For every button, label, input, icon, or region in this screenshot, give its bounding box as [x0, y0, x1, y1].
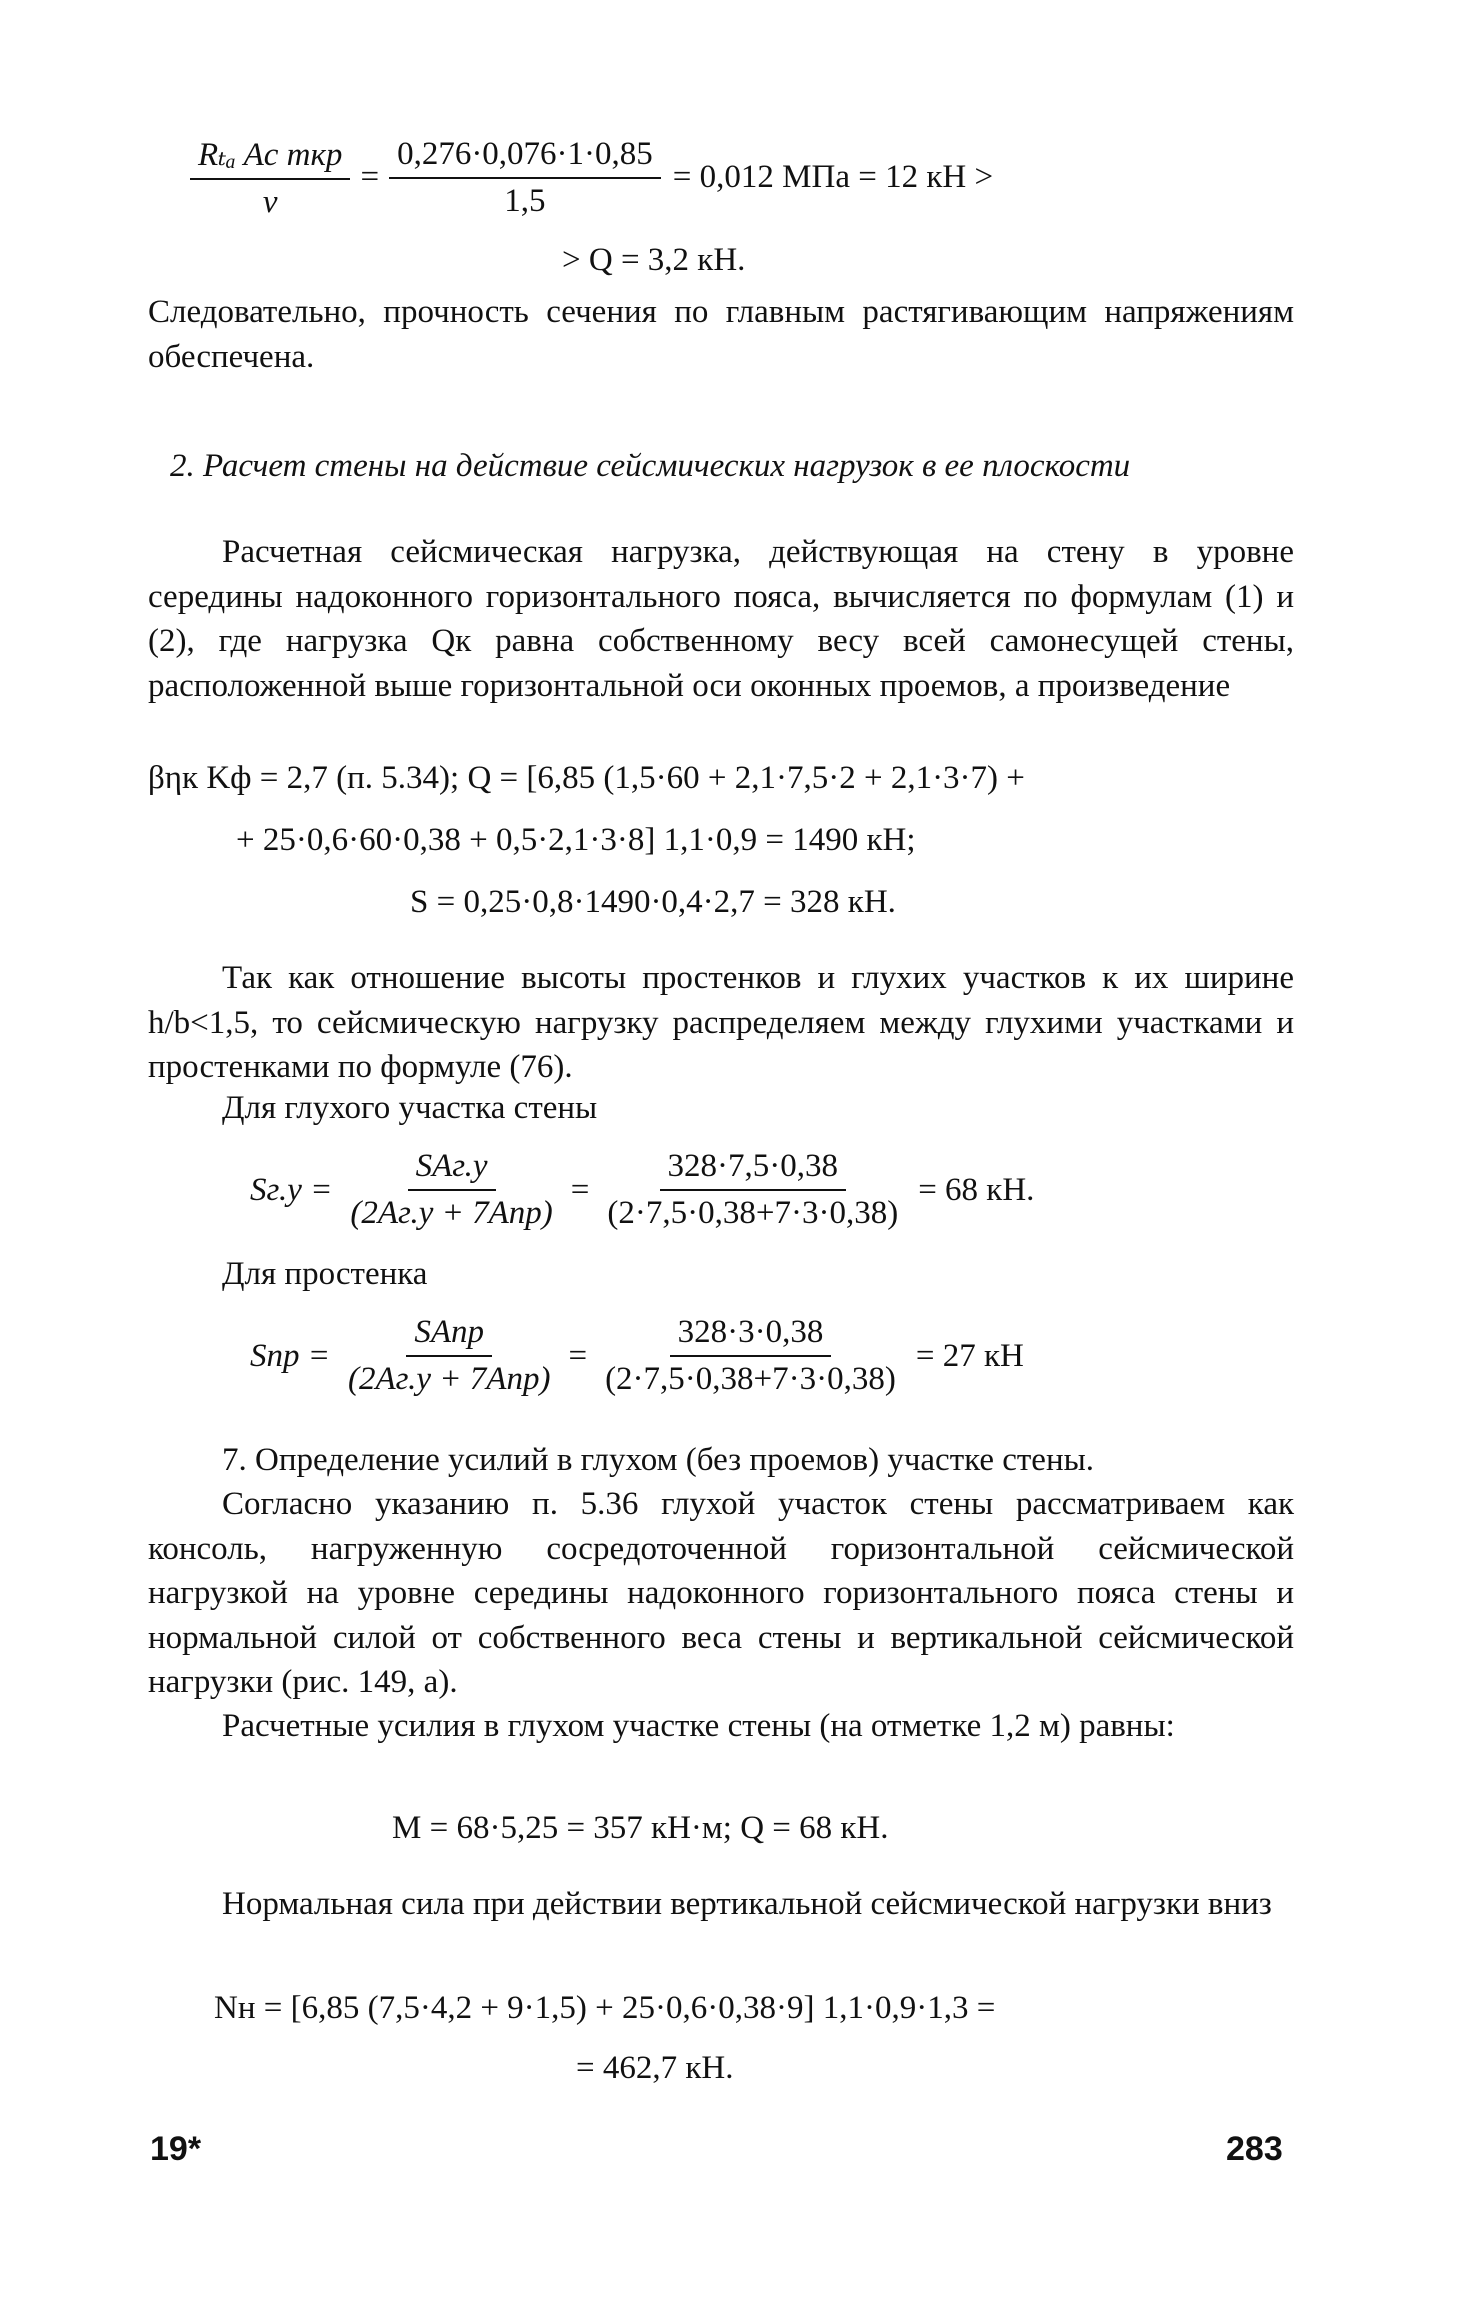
paragraph-normal-force: Нормальная сила при действии вертикальной сейсмической нагрузки вниз	[222, 1886, 1272, 1922]
formula-S-pier: Sпр = $\frac{\text{SAпр}}{\text{(2Aг.у + 7Aпр)}}$ = $\frac{328\cdot 3\cdot 0,38}{(2\cdot 7,5\cdot 0,38+7\cdot 3\cdot 0,38)}$ = 27 кН	[250, 1314, 1024, 1397]
page-number: 283	[1226, 2130, 1283, 2168]
paragraph-distribution: Так как отношение высоты простенков и глухих участков к их ширине h/b<1,5, то сейсмическую нагрузку распределяем между глухими участками и простенками по формуле (76).	[148, 960, 1294, 1085]
formula-M-Q: M = 68·5,25 = 357 кН·м; Q = 68 кН.	[392, 1810, 889, 1846]
formula-line2: > Q = 3,2 кН.	[562, 242, 746, 278]
formula-N-line2: = 462,7 кН.	[576, 2050, 734, 2086]
formula-S-blind: Sг.у = $\frac{\text{SAг.у}}{\text{(2Aг.у + 7Aпр)}}$ = $\frac{328\cdot 7,5\cdot 0,38}{(2\cdot 7,5\cdot 0,38+7\cdot 3\cdot 0,38)}$ = 68 кН.	[250, 1148, 1035, 1231]
paragraph-seismic-load: Расчетная сейсмическая нагрузка, действующая на стену в уровне середины надоконного горизонтального пояса, вычисляется по формулам (1) и (2), где нагрузка Qк равна собственному весу всей самонесущей стены, расположенной выше горизонтальной оси оконных проемов, а произведение	[148, 534, 1294, 704]
section-heading: 2. Расчет стены на действие сейсмических нагрузок в ее плоскости	[170, 448, 1131, 484]
fraction-pier-symbolic: $\frac{\text{SAпр}}{\text{(2Aг.у + 7Aпр)}}$	[348, 1314, 551, 1397]
label-pier: Для простенка	[222, 1256, 428, 1292]
fraction-mid: $\frac{0,276\cdot 0,076\cdot 1\cdot 0,85}{1,5}$	[389, 136, 661, 220]
fraction-blind-symbolic: $\frac{\text{SAг.у}}{\text{(2Aг.у + 7Aпр)}}$	[350, 1148, 553, 1231]
signature-mark: 19*	[150, 2130, 202, 2168]
fraction-lhs: $\frac{\text{Rₜₐ Aс mкр}}{v}$	[190, 134, 350, 221]
formula-Q-line1: βηк Kф = 2,7 (п. 5.34); Q = [6,85 (1,5·60 + 2,1·7,5·2 + 2,1·3·7) +	[148, 760, 1025, 796]
formula-Q-line2: + 25·0,6·60·0,38 + 0,5·2,1·3·8] 1,1·0,9 = 1490 кН;	[236, 822, 916, 858]
paragraph-conclusion: Следовательно, прочность сечения по главным растягивающим напряжениям обеспечена.	[148, 294, 1294, 375]
paragraph-design-forces: Расчетные усилия в глухом участке стены (на отметке 1,2 м) равны:	[222, 1708, 1175, 1744]
formula-strength-check: $\frac{\text{Rₜₐ Aс mкр}}{v}$ = $\frac{0,276\cdot 0,076\cdot 1\cdot 0,85}{1,5}$ = 0,012 МПа = 12 кН >	[190, 134, 993, 221]
label-blind-section: Для глухого участка стены	[222, 1090, 598, 1126]
paragraph-section-7: 7. Определение усилий в глухом (без проемов) участке стены.	[222, 1442, 1095, 1478]
fraction-blind-numeric: $\frac{328\cdot 7,5\cdot 0,38}{(2\cdot 7,5\cdot 0,38+7\cdot 3\cdot 0,38)}$	[607, 1148, 899, 1231]
paragraph-console: Согласно указанию п. 5.36 глухой участок стены рассматриваем как консоль, нагруженную сосредоточенной горизонтальной сейсмической нагрузкой на уровне середины надоконного горизонтального пояса стены и нормальной силой от собственного веса стены и вертикальной сейсмической нагрузки (рис. 149, а).	[148, 1486, 1294, 1700]
formula-N-line1: Nн = [6,85 (7,5·4,2 + 9·1,5) + 25·0,6·0,38·9] 1,1·0,9·1,3 =	[214, 1990, 996, 2026]
formula-S: S = 0,25·0,8·1490·0,4·2,7 = 328 кН.	[410, 884, 896, 920]
formula-result: = 0,012 МПа = 12 кН >	[672, 159, 994, 195]
fraction-pier-numeric: $\frac{328\cdot 3\cdot 0,38}{(2\cdot 7,5\cdot 0,38+7\cdot 3\cdot 0,38)}$	[605, 1314, 896, 1397]
